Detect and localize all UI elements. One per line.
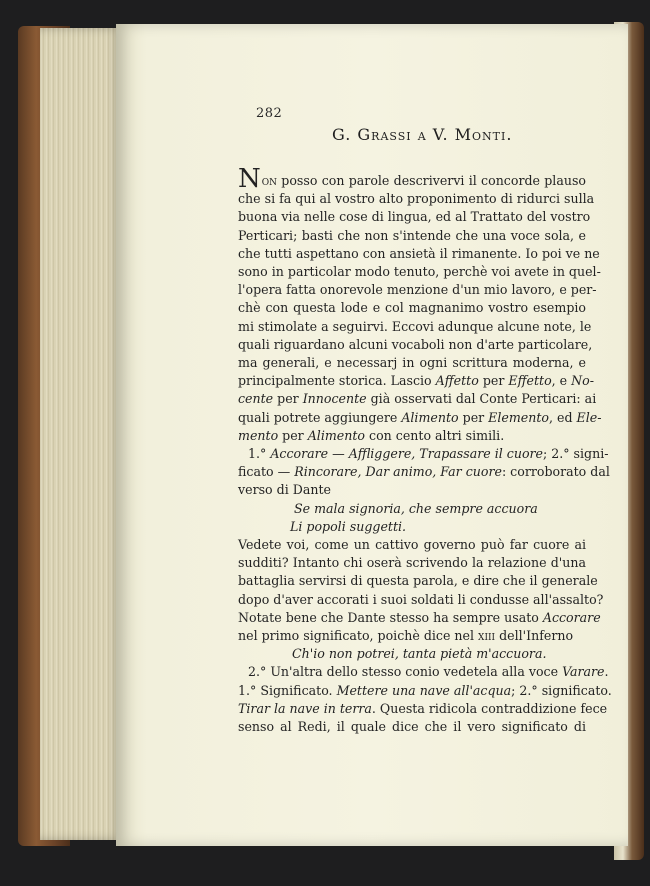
text-line: sudditi? Intanto chi oserà scrivendo la relazione d'una — [238, 555, 586, 571]
text-line: battaglia servirsi di questa parola, e dire che il generale — [238, 573, 598, 589]
letter-body — [238, 164, 612, 736]
text-line: mi stimolate a seguirvi. Eccovi adunque alcune note, le — [238, 318, 592, 334]
text-line: mento per Alimento con cento altri simili. — [238, 427, 505, 443]
text-line: sono in particolar modo tenuto, perchè voi avete in quel- — [238, 264, 601, 280]
running-header: G. Grassi a V. Monti. — [332, 125, 513, 144]
text-line: principalmente storica. Lascio Affetto per Effetto, e No- — [238, 373, 594, 389]
text-line: senso al Redi, il quale dice che il vero significato di — [238, 719, 586, 735]
text-line: 1.° Accorare — Affliggere, Trapassare il cuore; 2.° signi- — [248, 446, 609, 462]
text-line: 1.° Significato. Mettere una nave all'acqua; 2.° significato. — [238, 682, 612, 698]
text-line: Tirar la nave in terra. Questa ridicola contraddizione fece — [238, 700, 608, 716]
text-line: ficato — Rincorare, Dar animo, Far cuore: corroborato dal — [238, 464, 610, 480]
page-number: 282 — [256, 106, 283, 121]
text-line: l'opera fatta onorevole menzione d'un mio lavoro, e per- — [238, 282, 597, 298]
text-line: dopo d'aver accorati i suoi soldati li condusse all'assalto? — [238, 591, 604, 607]
text-line: chè con questa lode e col magnanimo vostro esempio — [238, 300, 586, 316]
text-line: nel primo significato, poichè dice nel xiii dell'Inferno — [238, 628, 574, 644]
text-line: buona via nelle cose di lingua, ed al Trattato del vostro — [238, 209, 591, 225]
text-line: Vedete voi, come un cattivo governo può far cuore ai — [238, 537, 586, 553]
text-line: quali riguardano alcuni vocaboli non d'arte particolare, — [238, 336, 593, 352]
text-line: verso di Dante — [238, 482, 331, 498]
verse-line: Ch'io non potrei, tanta pietà m'accuora. — [292, 646, 547, 662]
text-line: Notate bene che Dante stesso ha sempre usato Accorare — [238, 609, 601, 625]
text-line: cente per Innocente già osservati dal Conte Perticari: ai — [238, 391, 597, 407]
verse-line: Li popoli suggetti. — [290, 518, 407, 534]
text-line: 2.° Un'altra dello stesso conio vedetela alla voce Varare. — [248, 664, 609, 680]
text-line: quali potrete aggiungere Alimento per Elemento, ed Ele- — [238, 409, 602, 425]
page-edges — [40, 28, 122, 840]
text-line: ma generali, e necessarj in ogni scrittura moderna, e — [238, 355, 586, 371]
text-line: Non posso con parole descrivervi il concorde plauso — [238, 164, 586, 194]
text-line: che si fa qui al vostro alto proponimento di ridurci sulla — [238, 191, 595, 207]
drop-cap: N — [238, 164, 261, 194]
verse-line: Se mala signoria, che sempre accuora — [294, 500, 538, 516]
text-line: Perticari; basti che non s'intende che una voce sola, e — [238, 227, 586, 243]
text-line: che tutti aspettano con ansietà il rimanente. Io poi ve ne — [238, 245, 600, 261]
